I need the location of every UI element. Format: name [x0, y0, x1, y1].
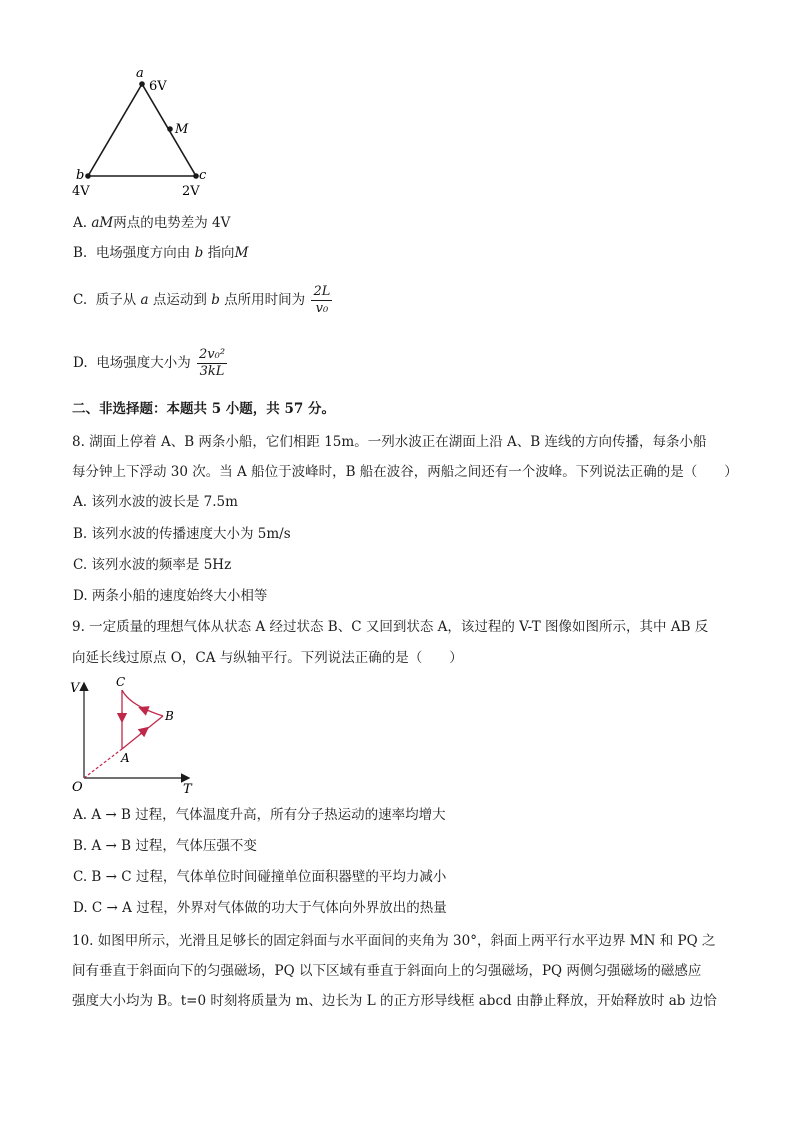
q9-option-d[interactable]: D. C → A 过程，外界对气体做的功大于气体向外界放出的热量 — [73, 900, 447, 916]
label-C: C — [116, 675, 126, 689]
q7-option-c[interactable]: C. 质子从 a 点运动到 b 点所用时间为 $\frac{2L}{\text{v₀}}$ — [73, 284, 331, 316]
pot-c: 2V — [182, 184, 200, 199]
q7-option-a[interactable]: A. aM两点的电势差为 4V — [73, 215, 231, 231]
pot-b: 4V — [72, 184, 90, 199]
label-b: b — [76, 168, 85, 183]
q8-option-b[interactable]: B. 该列水波的传播速度大小为 5m/s — [73, 526, 291, 542]
label-V: V — [70, 681, 80, 696]
q10-stem-line1: 10. 如图甲所示，光滑且足够长的固定斜面与水平面间的夹角为 30°，斜面上两平行水平边界 MN 和 PQ 之 — [72, 933, 716, 949]
q8-option-a[interactable]: A. 该列水波的波长是 7.5m — [73, 494, 238, 510]
label-B: B — [165, 709, 174, 723]
side-ab — [88, 84, 142, 176]
label-M: M — [175, 122, 189, 137]
q9-option-b[interactable]: B. A → B 过程，气体压强不变 — [73, 838, 257, 854]
q8-stem-line2: 每分钟上下浮动 30 次。当 A 船位于波峰时，B 船在波谷，两船之间还有一个波峰。下列说法正确的是（ ） — [72, 464, 738, 480]
label-A: A — [121, 751, 130, 765]
q8-stem-line1: 8. 湖面上停着 A、B 两条小船，它们相距 15m。一列水波正在湖面上沿 A、B 连线的方向传播，每条小船 — [72, 434, 707, 450]
fraction-time: $\frac{2L}{\text{v₀}}$ — [313, 284, 331, 316]
vt-diagram — [66, 674, 206, 798]
label-a: a — [136, 66, 144, 81]
q7-option-d[interactable]: D. 电场强度大小为 $\frac{\text{2v₀²}}{3kL}$ — [73, 347, 226, 379]
q9-option-a[interactable]: A. A → B 过程，气体温度升高，所有分子热运动的速率均增大 — [73, 807, 446, 823]
point-a — [139, 81, 145, 87]
fraction-field: $\frac{\text{2v₀²}}{3kL}$ — [199, 347, 226, 379]
q10-stem-line2: 间有垂直于斜面向下的匀强磁场，PQ 以下区域有垂直于斜面向上的匀强磁场，PQ 两侧匀强磁场的磁感应 — [72, 963, 702, 979]
arrow-bc — [143, 709, 148, 711]
ab-extension-dashed — [84, 749, 122, 778]
q9-stem-line1: 9. 一定质量的理想气体从状态 A 经过状态 B、C 又回到状态 A，该过程的 V-T 图像如图所示，其中 AB 反 — [72, 619, 709, 635]
triangle-figure — [60, 62, 220, 202]
q8-option-d[interactable]: D. 两条小船的速度始终大小相等 — [73, 588, 268, 604]
q9-stem-line2: 向延长线过原点 O，CA 与纵轴平行。下列说法正确的是（ ） — [72, 650, 463, 666]
arrow-ab — [140, 730, 145, 734]
label-T: T — [183, 782, 192, 797]
q9-option-c[interactable]: C. B → C 过程，气体单位时间碰撞单位面积器壁的平均力减小 — [73, 869, 447, 885]
q7-option-b[interactable]: B. 电场强度方向由 b 指向M — [73, 245, 249, 261]
curve-bc — [122, 690, 163, 716]
label-O: O — [72, 780, 83, 795]
pot-a: 6V — [149, 79, 167, 94]
q8-option-c[interactable]: C. 该列水波的频率是 5Hz — [73, 557, 232, 573]
point-b — [85, 173, 91, 179]
q10-stem-line3: 强度大小均为 B。t=0 时刻将质量为 m、边长为 L 的正方形导线框 abcd 由静止释放，开始释放时 ab 边恰 — [72, 993, 717, 1009]
point-c — [193, 173, 199, 179]
label-c: c — [199, 168, 207, 183]
point-M — [167, 126, 173, 132]
section-heading: 二、非选择题：本题共 5 小题，共 57 分。 — [72, 401, 335, 417]
